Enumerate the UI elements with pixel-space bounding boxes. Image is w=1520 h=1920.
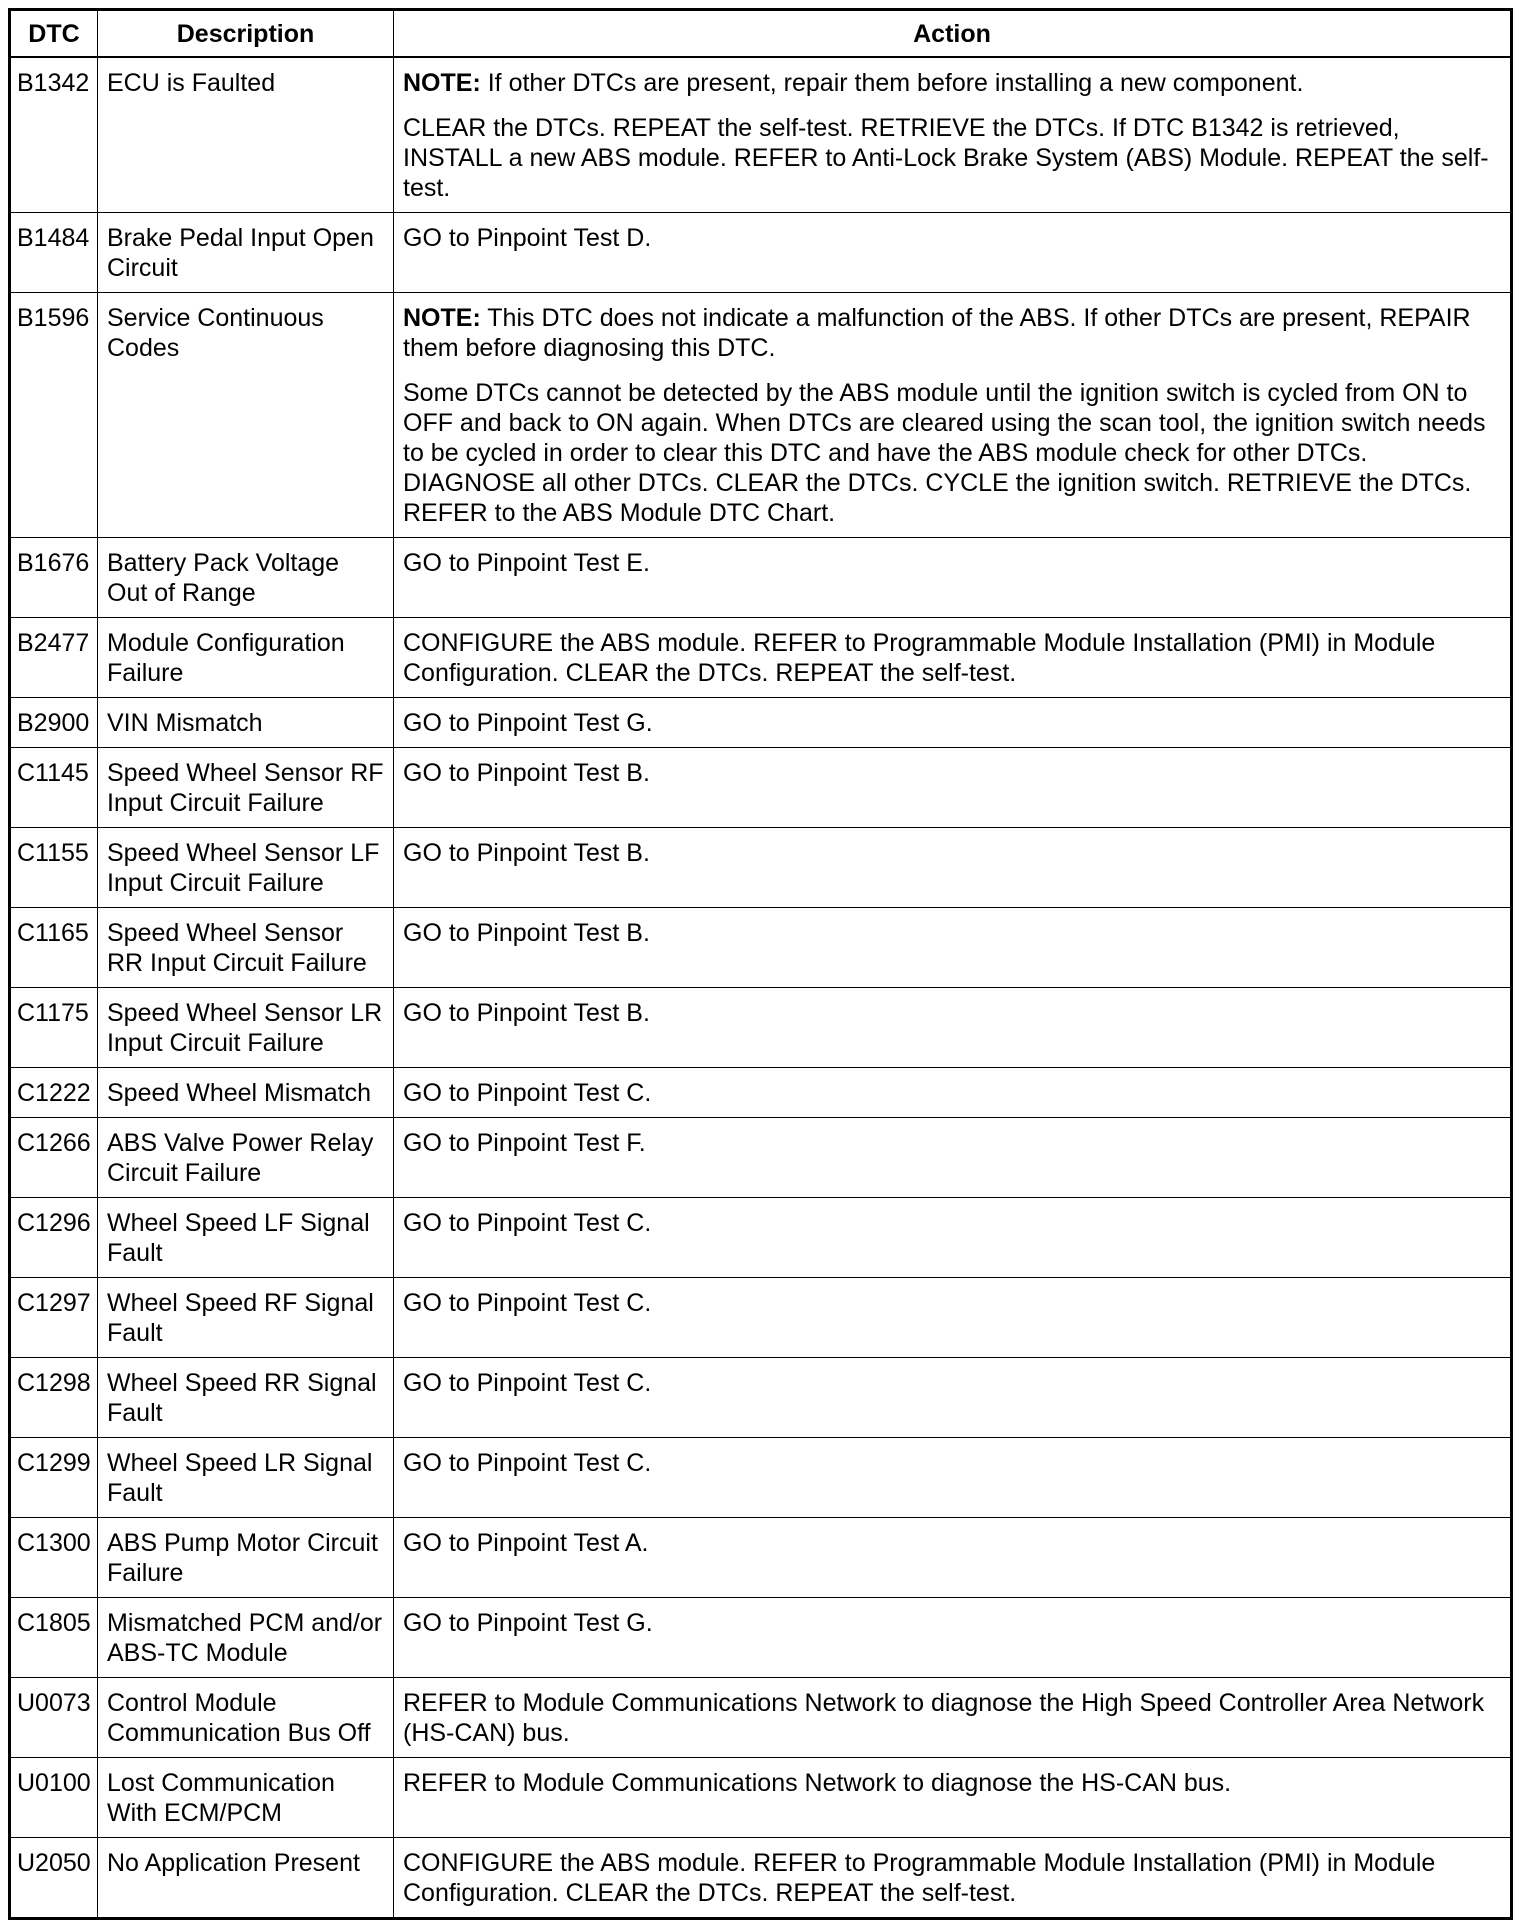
dtc-code-cell: C1296 (10, 1198, 98, 1278)
dtc-code-cell: B2900 (10, 698, 98, 748)
action-text: GO to Pinpoint Test B. (403, 919, 650, 947)
action-cell (394, 1198, 1512, 1278)
action-text: REFER to Module Communications Network to diagnose the High Speed Controller Area Network (HS-CAN) bus. (403, 1689, 1485, 1747)
action-text: GO to Pinpoint Test B. (403, 759, 650, 787)
action-paragraph (403, 378, 1502, 528)
action-cell (394, 1598, 1512, 1678)
header-description: Description (98, 10, 394, 58)
table-row (10, 828, 1512, 908)
action-cell (394, 1678, 1512, 1758)
description-cell: ABS Pump Motor Circuit Failure (98, 1518, 394, 1598)
dtc-code-cell: C1165 (10, 908, 98, 988)
description-cell: Lost Communication With ECM/PCM (98, 1758, 394, 1838)
action-paragraph (403, 758, 1502, 788)
description-cell: Service Continuous Codes (98, 293, 394, 538)
dtc-code-cell: U0100 (10, 1758, 98, 1838)
action-cell (394, 1838, 1512, 1919)
dtc-code-cell: U2050 (10, 1838, 98, 1919)
action-text: GO to Pinpoint Test C. (403, 1209, 652, 1237)
action-text: CONFIGURE the ABS module. REFER to Programmable Module Installation (PMI) in Module Configuration. CLEAR the DTCs. REPEAT the self-test. (403, 1849, 1436, 1907)
action-paragraph (403, 1848, 1502, 1908)
dtc-table (8, 8, 1513, 1920)
table-body (10, 57, 1512, 1919)
header-action: Action (394, 10, 1512, 58)
description-cell: Module Configuration Failure (98, 618, 394, 698)
action-paragraph (403, 223, 1502, 253)
description-cell: Speed Wheel Sensor LF Input Circuit Failure (98, 828, 394, 908)
dtc-code-cell: C1175 (10, 988, 98, 1068)
action-cell (394, 538, 1512, 618)
header-dtc: DTC (10, 10, 98, 58)
description-cell: Wheel Speed RR Signal Fault (98, 1358, 394, 1438)
action-cell (394, 618, 1512, 698)
description-cell: Speed Wheel Sensor RF Input Circuit Failure (98, 748, 394, 828)
action-cell (394, 698, 1512, 748)
action-text: If other DTCs are present, repair them before installing a new component. (480, 69, 1304, 97)
description-cell: ECU is Faulted (98, 57, 394, 213)
action-cell (394, 988, 1512, 1068)
table-header (10, 10, 1512, 58)
action-paragraph (403, 838, 1502, 868)
action-paragraph (403, 1768, 1502, 1798)
description-cell: No Application Present (98, 1838, 394, 1919)
description-cell: Wheel Speed RF Signal Fault (98, 1278, 394, 1358)
action-text: GO to Pinpoint Test C. (403, 1289, 652, 1317)
action-text: GO to Pinpoint Test F. (403, 1129, 646, 1157)
action-cell (394, 293, 1512, 538)
action-paragraph (403, 1448, 1502, 1478)
dtc-code-cell: C1266 (10, 1118, 98, 1198)
action-paragraph (403, 548, 1502, 578)
table-row (10, 1838, 1512, 1919)
table-row (10, 1198, 1512, 1278)
action-text: GO to Pinpoint Test B. (403, 839, 650, 867)
header-row (10, 10, 1512, 58)
action-cell (394, 1758, 1512, 1838)
dtc-code-cell: C1299 (10, 1438, 98, 1518)
description-cell: VIN Mismatch (98, 698, 394, 748)
table-row (10, 698, 1512, 748)
table-row (10, 293, 1512, 538)
table-row (10, 1068, 1512, 1118)
description-cell: Control Module Communication Bus Off (98, 1678, 394, 1758)
action-text: GO to Pinpoint Test C. (403, 1369, 652, 1397)
table-row (10, 1358, 1512, 1438)
description-cell: Speed Wheel Sensor RR Input Circuit Failure (98, 908, 394, 988)
dtc-code-cell: C1298 (10, 1358, 98, 1438)
action-text: CLEAR the DTCs. REPEAT the self-test. RETRIEVE the DTCs. If DTC B1342 is retrieved, INSTALL a new ABS module. REFER to Anti-Lock Brake System (ABS) Module. REPEAT the self-test. (403, 114, 1489, 202)
action-text: Some DTCs cannot be detected by the ABS module until the ignition switch is cycled from ON to OFF and back to ON again. When DTCs are cleared using the scan tool, the ignition switch needs to be cycled in order to clear this DTC and have the ABS module check for other DTCs. DIAGNOSE all other DTCs. CLEAR the DTCs. CYCLE the ignition switch. RETRIEVE the DTCs. REFER to the ABS Module DTC Chart. (403, 379, 1486, 527)
table-row (10, 538, 1512, 618)
action-text: GO to Pinpoint Test G. (403, 1609, 653, 1637)
dtc-code-cell: C1145 (10, 748, 98, 828)
description-cell: ABS Valve Power Relay Circuit Failure (98, 1118, 394, 1198)
description-cell: Speed Wheel Sensor LR Input Circuit Failure (98, 988, 394, 1068)
description-cell: Brake Pedal Input Open Circuit (98, 213, 394, 293)
action-paragraph (403, 1608, 1502, 1638)
action-paragraph (403, 1688, 1502, 1748)
action-cell (394, 908, 1512, 988)
action-text: GO to Pinpoint Test C. (403, 1449, 652, 1477)
action-text: REFER to Module Communications Network to diagnose the HS-CAN bus. (403, 1769, 1232, 1797)
action-text: This DTC does not indicate a malfunction of the ABS. If other DTCs are present, REPAIR them before diagnosing this DTC. (403, 304, 1471, 362)
table-row (10, 213, 1512, 293)
action-text: GO to Pinpoint Test C. (403, 1079, 652, 1107)
dtc-code-cell: B1676 (10, 538, 98, 618)
action-cell (394, 1118, 1512, 1198)
action-paragraph (403, 113, 1502, 203)
action-text: GO to Pinpoint Test E. (403, 549, 650, 577)
table-row (10, 1438, 1512, 1518)
action-text: CONFIGURE the ABS module. REFER to Programmable Module Installation (PMI) in Module Configuration. CLEAR the DTCs. REPEAT the self-test. (403, 629, 1436, 687)
action-cell (394, 1358, 1512, 1438)
table-row (10, 748, 1512, 828)
dtc-code-cell: B1484 (10, 213, 98, 293)
action-paragraph (403, 1368, 1502, 1398)
action-paragraph (403, 1078, 1502, 1108)
dtc-code-cell: B2477 (10, 618, 98, 698)
document-page (8, 8, 1513, 1920)
action-paragraph (403, 1128, 1502, 1158)
action-cell (394, 828, 1512, 908)
description-cell: Battery Pack Voltage Out of Range (98, 538, 394, 618)
action-text: GO to Pinpoint Test A. (403, 1529, 649, 1557)
dtc-code-cell: B1596 (10, 293, 98, 538)
table-row (10, 908, 1512, 988)
description-cell: Speed Wheel Mismatch (98, 1068, 394, 1118)
table-row (10, 1678, 1512, 1758)
dtc-code-cell: C1300 (10, 1518, 98, 1598)
table-row (10, 1118, 1512, 1198)
dtc-code-cell: U0073 (10, 1678, 98, 1758)
action-text: GO to Pinpoint Test D. (403, 224, 652, 252)
action-paragraph (403, 918, 1502, 948)
table-row (10, 1278, 1512, 1358)
action-paragraph (403, 708, 1502, 738)
action-paragraph (403, 1528, 1502, 1558)
action-cell (394, 213, 1512, 293)
action-cell (394, 748, 1512, 828)
action-paragraph (403, 68, 1502, 98)
action-cell (394, 1518, 1512, 1598)
action-paragraph (403, 998, 1502, 1028)
description-cell: Mismatched PCM and/or ABS-TC Module (98, 1598, 394, 1678)
table-row (10, 57, 1512, 213)
action-paragraph (403, 1208, 1502, 1238)
description-cell: Wheel Speed LF Signal Fault (98, 1198, 394, 1278)
action-text: GO to Pinpoint Test G. (403, 709, 653, 737)
action-cell (394, 1068, 1512, 1118)
action-paragraph (403, 303, 1502, 363)
table-row (10, 988, 1512, 1068)
table-row (10, 1598, 1512, 1678)
dtc-code-cell: C1297 (10, 1278, 98, 1358)
note-label: NOTE: (403, 69, 481, 97)
action-cell (394, 1278, 1512, 1358)
table-row (10, 1758, 1512, 1838)
table-row (10, 1518, 1512, 1598)
dtc-code-cell: C1155 (10, 828, 98, 908)
action-paragraph (403, 1288, 1502, 1318)
action-text: GO to Pinpoint Test B. (403, 999, 650, 1027)
action-cell (394, 57, 1512, 213)
dtc-code-cell: B1342 (10, 57, 98, 213)
action-cell (394, 1438, 1512, 1518)
dtc-code-cell: C1222 (10, 1068, 98, 1118)
action-paragraph (403, 628, 1502, 688)
description-cell: Wheel Speed LR Signal Fault (98, 1438, 394, 1518)
table-row (10, 618, 1512, 698)
dtc-code-cell: C1805 (10, 1598, 98, 1678)
note-label: NOTE: (403, 304, 481, 332)
